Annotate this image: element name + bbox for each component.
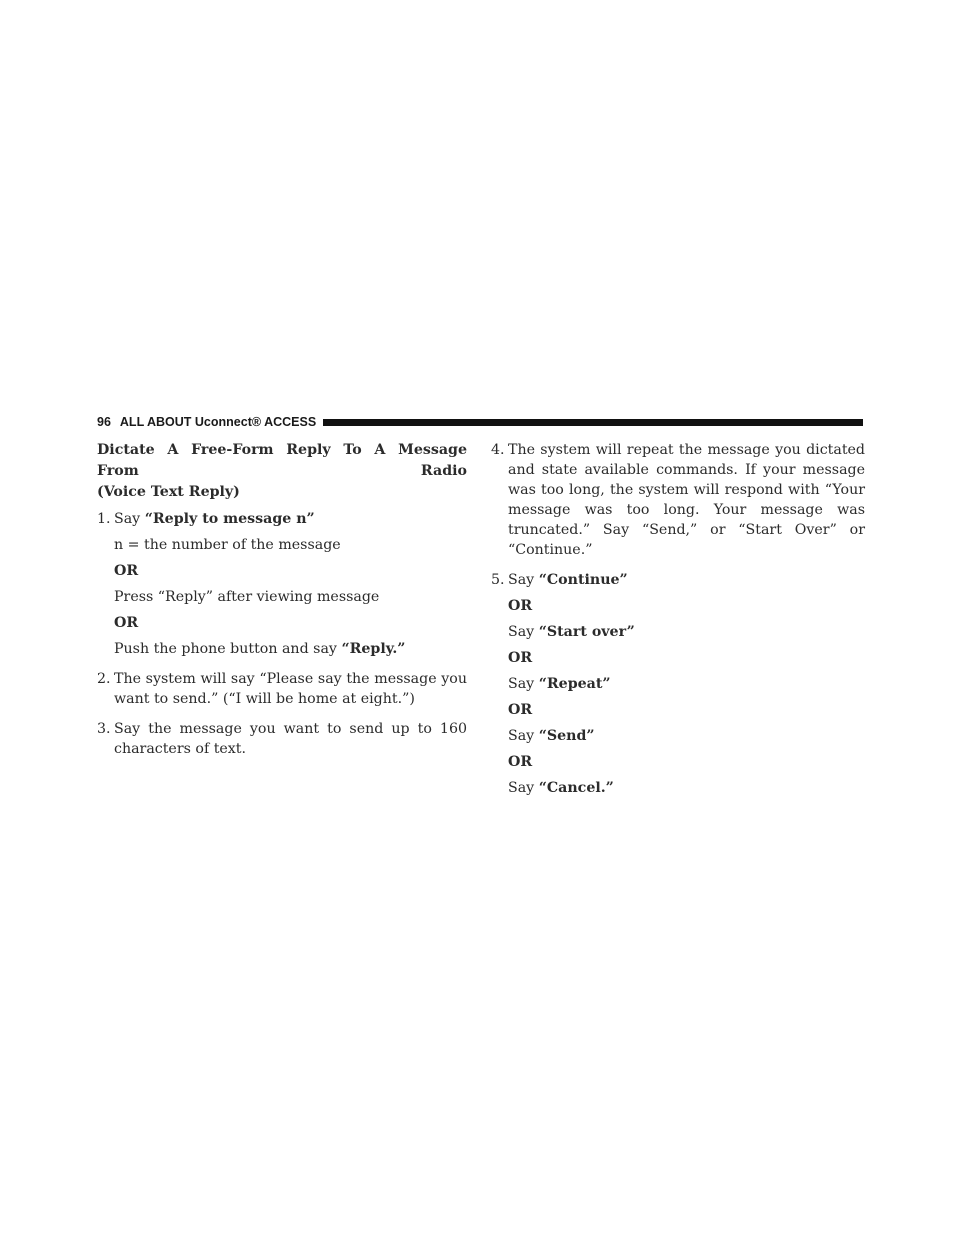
step-1-or-2: OR xyxy=(114,615,139,631)
page-number: 96 xyxy=(97,415,111,429)
section-title: ALL ABOUT Uconnect® ACCESS xyxy=(119,415,317,429)
step-5-option-3 xyxy=(491,674,865,694)
step-1-alt-2-command: “Reply.” xyxy=(341,641,406,657)
step-4-number: 4. xyxy=(491,442,505,458)
step-1 xyxy=(97,509,467,529)
step-5-say-5: Say xyxy=(508,780,535,796)
step-1-or-1: OR xyxy=(114,563,139,579)
step-1-note: n = the number of the message xyxy=(114,537,341,553)
section-heading xyxy=(97,440,467,503)
step-5-say-4: Say xyxy=(508,728,535,744)
step-3 xyxy=(97,719,467,759)
step-1-alt-1: Press “Reply” after viewing message xyxy=(114,589,380,605)
heading-line-1: Dictate A Free-Form Reply To A Message From Radio xyxy=(97,442,467,479)
step-3-number: 3. xyxy=(97,721,111,737)
left-column xyxy=(97,440,467,765)
step-1-alt-2-prefix: Push the phone button and say xyxy=(114,641,337,657)
step-5-or-3: OR xyxy=(508,702,533,718)
step-2-number: 2. xyxy=(97,671,111,687)
step-5-or-4: OR xyxy=(508,754,533,770)
step-5-command-4: “Send” xyxy=(538,728,595,744)
step-1-command: “Reply to message n” xyxy=(144,511,315,527)
step-4-text: The system will repeat the message you dictated and state available commands. If your message was too long, the system will respond with “Your message was too long. Your message was truncated.” Say “Send,” or “Start Over” or “Continue.” xyxy=(508,442,865,558)
step-5-or-2: OR xyxy=(508,650,533,666)
step-5-option-2 xyxy=(491,622,865,642)
step-5-or-1: OR xyxy=(508,598,533,614)
step-4 xyxy=(491,440,865,560)
step-5-command-3: “Repeat” xyxy=(538,676,611,692)
heading-line-2: (Voice Text Reply) xyxy=(97,484,240,500)
step-5-command-5: “Cancel.” xyxy=(538,780,614,796)
step-3-text: Say the message you want to send up to 160 characters of text. xyxy=(114,721,467,757)
step-5-option-4 xyxy=(491,726,865,746)
step-2 xyxy=(97,669,467,709)
step-1-say: Say xyxy=(114,511,141,527)
step-5-say-2: Say xyxy=(508,624,535,640)
page-header xyxy=(97,415,863,429)
step-5-option-5 xyxy=(491,778,865,798)
step-5 xyxy=(491,570,865,590)
header-rule xyxy=(323,419,863,426)
step-5-say-1: Say xyxy=(508,572,535,588)
step-5-command-1: “Continue” xyxy=(538,572,628,588)
step-5-command-2: “Start over” xyxy=(538,624,635,640)
step-5-number: 5. xyxy=(491,572,505,588)
step-5-say-3: Say xyxy=(508,676,535,692)
step-1-number: 1. xyxy=(97,511,111,527)
step-2-text: The system will say “Please say the message you want to send.” (“I will be home at eight.”) xyxy=(114,671,467,707)
step-1-alt-2 xyxy=(97,639,467,659)
right-column xyxy=(491,440,865,804)
